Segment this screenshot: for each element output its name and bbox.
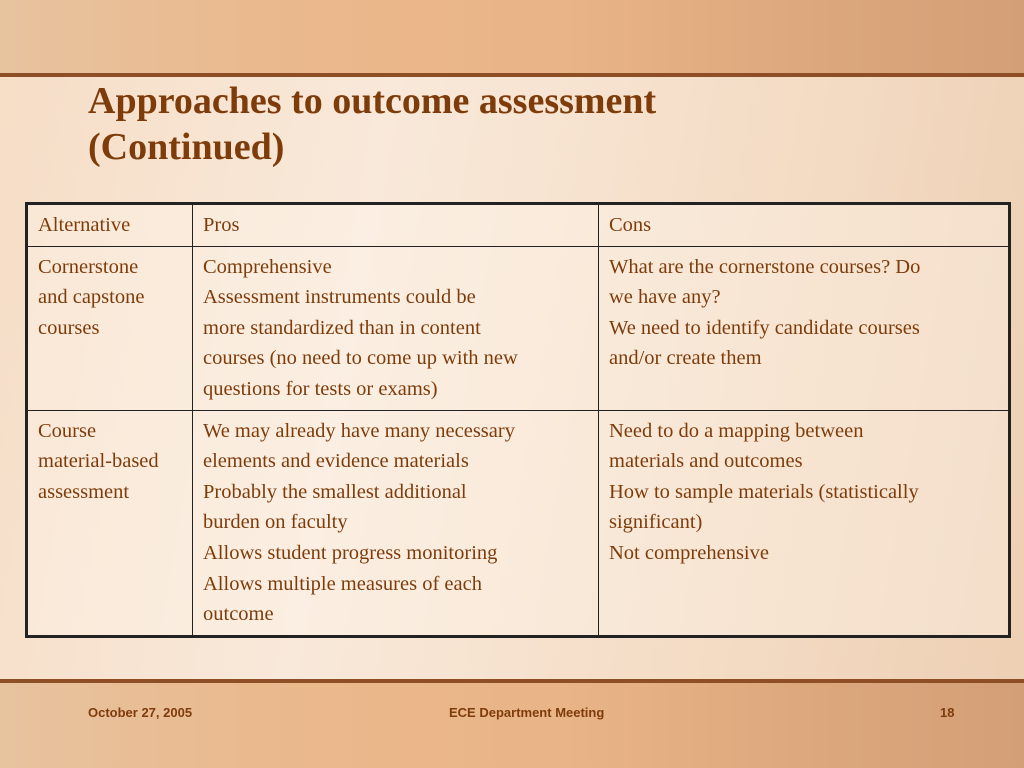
pros-cell bbox=[193, 246, 599, 410]
cell-line: Not comprehensive bbox=[609, 541, 769, 564]
cell-line: courses (no need to come up with new bbox=[203, 347, 518, 370]
top-divider-rule bbox=[0, 73, 1024, 77]
cell-line: How to sample materials (statistically bbox=[609, 480, 919, 503]
cell-line: we have any? bbox=[609, 286, 721, 309]
footer-page-number: 18 bbox=[940, 705, 955, 720]
slide-title-line-1: Approaches to outcome assessment bbox=[88, 80, 657, 122]
cell-line: materials and outcomes bbox=[609, 450, 803, 473]
cell-line: Course bbox=[38, 419, 97, 442]
header-alternative: Alternative bbox=[27, 204, 193, 247]
cell-line: courses bbox=[38, 316, 100, 339]
cell-line: Probably the smallest additional bbox=[203, 480, 467, 503]
alternative-cell bbox=[27, 246, 193, 410]
cell-line: outcome bbox=[203, 603, 274, 626]
cell-line: elements and evidence materials bbox=[203, 450, 469, 473]
slide-title bbox=[88, 78, 968, 170]
table-header-row bbox=[27, 204, 1010, 247]
comparison-table bbox=[25, 202, 1011, 638]
pros-cell bbox=[193, 410, 599, 636]
top-decorative-band bbox=[0, 0, 1024, 73]
cell-line: significant) bbox=[609, 511, 703, 534]
bottom-decorative-band bbox=[0, 683, 1024, 768]
cell-line: and capstone bbox=[38, 286, 145, 309]
cell-line: We may already have many necessary bbox=[203, 419, 515, 442]
cell-line: burden on faculty bbox=[203, 511, 348, 534]
table-row bbox=[27, 410, 1010, 636]
header-pros: Pros bbox=[193, 204, 599, 247]
cell-line: We need to identify candidate courses bbox=[609, 316, 920, 339]
cell-line: Cornerstone bbox=[38, 255, 139, 278]
table-row bbox=[27, 246, 1010, 410]
cell-line: questions for tests or exams) bbox=[203, 377, 438, 400]
cell-line: and/or create them bbox=[609, 347, 762, 370]
footer-date: October 27, 2005 bbox=[88, 705, 193, 720]
cons-cell bbox=[599, 410, 1010, 636]
footer-event-name: ECE Department Meeting bbox=[449, 705, 605, 720]
cell-line: Allows student progress monitoring bbox=[203, 541, 498, 564]
cons-cell bbox=[599, 246, 1010, 410]
cell-line: Assessment instruments could be bbox=[203, 286, 476, 309]
slide-title-line-2: (Continued) bbox=[88, 126, 285, 168]
cell-line: assessment bbox=[38, 480, 130, 503]
cell-line: What are the cornerstone courses? Do bbox=[609, 255, 921, 278]
cell-line: material-based bbox=[38, 450, 159, 473]
cell-line: more standardized than in content bbox=[203, 316, 481, 339]
cell-line: Need to do a mapping between bbox=[609, 419, 864, 442]
header-cons: Cons bbox=[599, 204, 1010, 247]
cell-line: Comprehensive bbox=[203, 255, 332, 278]
cell-line: Allows multiple measures of each bbox=[203, 572, 482, 595]
alternative-cell bbox=[27, 410, 193, 636]
